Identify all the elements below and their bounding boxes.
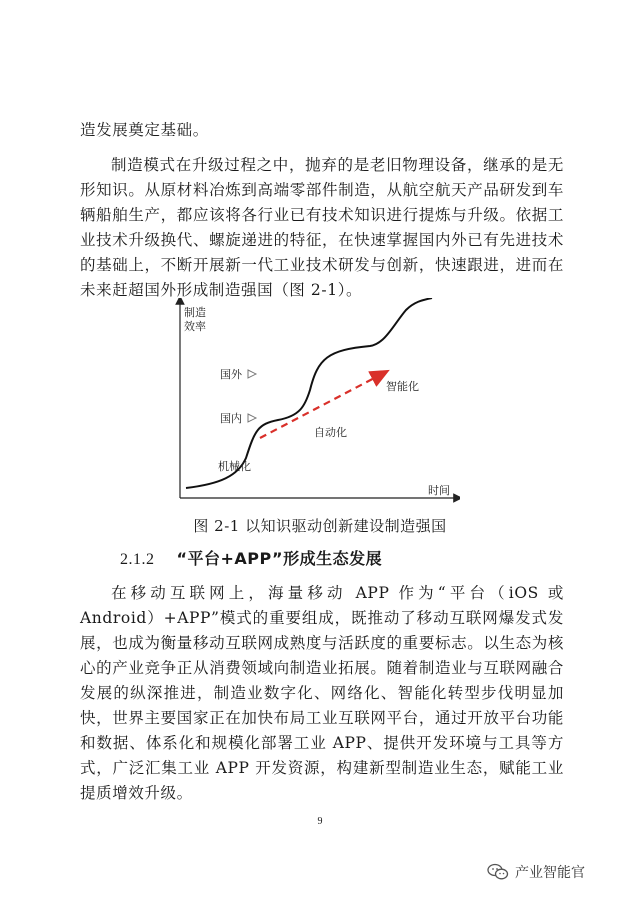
- paragraph-intro: 造发展奠定基础。: [80, 121, 209, 139]
- y-axis-label-line2: 效率: [184, 320, 206, 333]
- section-title: “平台+APP”形成生态发展: [176, 549, 383, 568]
- section-number: 2.1.2: [120, 551, 155, 568]
- x-axis-label: 时间: [428, 484, 450, 497]
- page-number: 9: [317, 816, 323, 827]
- stage-automation: 自动化: [314, 426, 347, 439]
- paragraph-manufacturing-mode: 制造模式在升级过程之中，抛弃的是老旧物理设备，继承的是无形知识。从原材料冶炼到高端零部件制造，从航空航天产品研发到车辆船舶生产，都应该将各行业已有技术知识进行提炼与升级。依据工业技术升级换代、螺旋递进的特征，在快速掌握国内外已有先进技术的基础上，不断开展新一代工业技术研发与创新，快速跟进，进而在未来赶超国外形成制造强国（图 2-1）。: [80, 156, 564, 299]
- stage-mechanization: 机械化: [218, 460, 251, 473]
- stage-intelligence: 智能化: [386, 380, 419, 393]
- figure-caption: 图 2-1 以知识驱动创新建设制造强国: [193, 517, 447, 535]
- section-heading: [120, 546, 382, 569]
- watermark: [487, 862, 585, 882]
- figure-diagram: [160, 298, 460, 510]
- figure-2-1: [160, 298, 460, 510]
- paragraph-platform-app: 在移动互联网上，海量移动 APP 作为“平台（iOS 或 Android）+APP”模式的重要组成，既推动了移动互联网爆发式发展，也成为衡量移动互联网成熟度与活跃度的重要标志。以生态为核心的产业竞争正从消费领域向制造业拓展。随着制造业与互联网融合发展的纵深推进，制造业数字化、网络化、智能化转型步伐明显加快，世界主要国家正在加快布局工业互联网平台，通过开放平台功能和数据、体系化和规模化部署工业 APP、提供开发环境与工具等方式，广泛汇集工业 APP 开发资源，构建新型制造业生态，赋能工业提质增效升级。: [80, 584, 564, 802]
- label-foreign: 国外: [220, 368, 242, 381]
- triangle-icon-foreign: [248, 370, 256, 378]
- watermark-text: 产业智能官: [515, 865, 585, 881]
- label-domestic: 国内: [220, 412, 242, 425]
- triangle-icon-domestic: [248, 414, 256, 422]
- wechat-icon: [487, 863, 509, 881]
- y-axis-label-line1: 制造: [184, 306, 206, 319]
